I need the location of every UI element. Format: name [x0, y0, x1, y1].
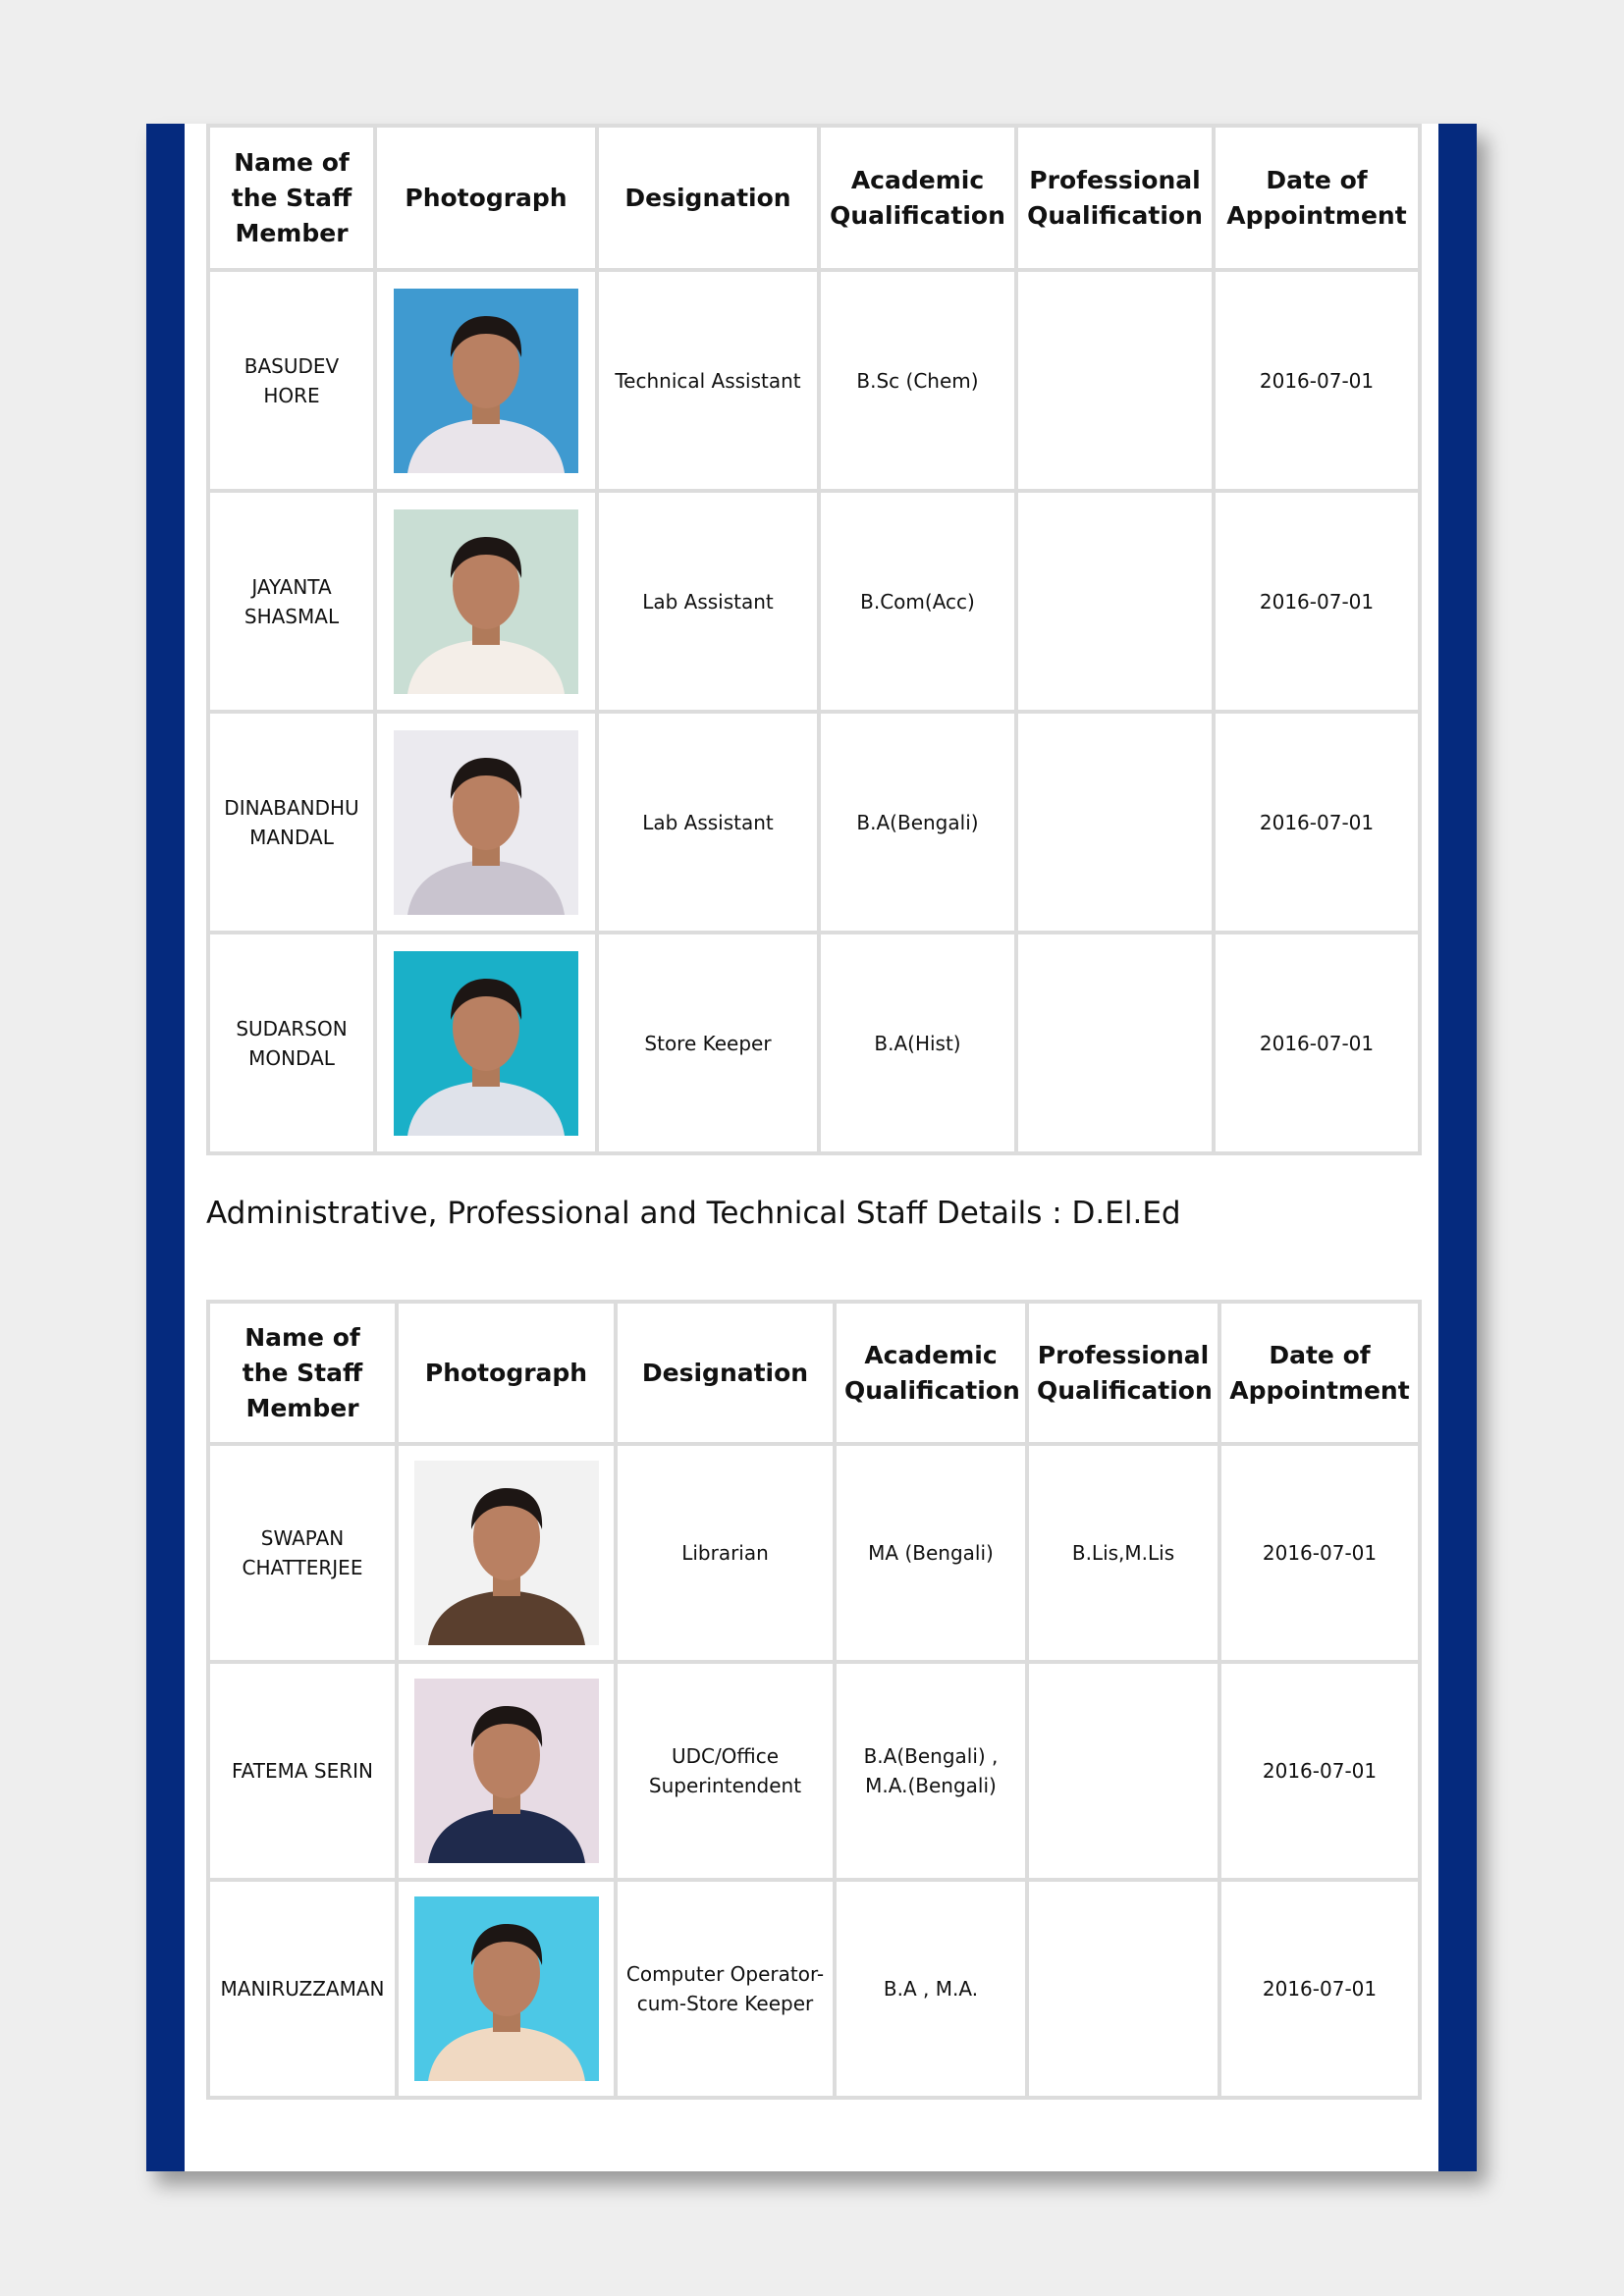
designation-cell: UDC/Office Superintendent [616, 1662, 835, 1880]
photograph-cell [397, 1444, 616, 1662]
date-of-appointment-cell: 2016-07-01 [1219, 1880, 1420, 2098]
staff-name-cell: SWAPAN CHATTERJEE [208, 1444, 397, 1662]
header-professional-qualification: Professional Qualification [1027, 1302, 1219, 1444]
table-row [208, 933, 1420, 1153]
header-photograph: Photograph [397, 1302, 616, 1444]
header-academic-qualification: Academic Qualification [835, 1302, 1027, 1444]
academic-qualification-cell: B.A(Hist) [819, 933, 1016, 1153]
section-heading: Administrative, Professional and Technical Staff Details : D.El.Ed [206, 1196, 1181, 1231]
designation-cell: Librarian [616, 1444, 835, 1662]
academic-qualification-cell: B.A , M.A. [835, 1880, 1027, 2098]
table-row [208, 1444, 1420, 1662]
staff-name-cell: BASUDEV HORE [208, 270, 375, 491]
table-row [208, 1662, 1420, 1880]
date-of-appointment-cell: 2016-07-01 [1219, 1662, 1420, 1880]
photograph-cell [375, 933, 597, 1153]
professional-qualification-cell [1027, 1662, 1219, 1880]
header-name: Name of the Staff Member [208, 126, 375, 270]
academic-qualification-cell: B.A(Bengali) [819, 712, 1016, 933]
header-academic-qualification: Academic Qualification [819, 126, 1016, 270]
academic-qualification-cell: B.Sc (Chem) [819, 270, 1016, 491]
staff-name-cell: SUDARSON MONDAL [208, 933, 375, 1153]
professional-qualification-cell [1016, 270, 1214, 491]
document-page [146, 124, 1477, 2171]
staff-photograph [414, 1896, 599, 2081]
professional-qualification-cell [1016, 712, 1214, 933]
staff-name-cell: JAYANTA SHASMAL [208, 491, 375, 712]
header-date-of-appointment: Date of Appointment [1214, 126, 1420, 270]
header-photograph: Photograph [375, 126, 597, 270]
staff-table-2 [206, 1300, 1422, 2100]
photograph-cell [375, 491, 597, 712]
staff-photograph [394, 289, 578, 473]
header-professional-qualification: Professional Qualification [1016, 126, 1214, 270]
professional-qualification-cell [1027, 1880, 1219, 2098]
date-of-appointment-cell: 2016-07-01 [1214, 712, 1420, 933]
staff-photograph [394, 730, 578, 915]
staff-photograph [414, 1461, 599, 1645]
photograph-cell [375, 712, 597, 933]
table-row [208, 1880, 1420, 2098]
designation-cell: Lab Assistant [597, 712, 819, 933]
left-border-band [146, 124, 185, 2171]
photograph-cell [375, 270, 597, 491]
staff-photograph [394, 509, 578, 694]
date-of-appointment-cell: 2016-07-01 [1219, 1444, 1420, 1662]
table-row [208, 270, 1420, 491]
designation-cell: Lab Assistant [597, 491, 819, 712]
staff-name-cell: DINABANDHU MANDAL [208, 712, 375, 933]
staff-photograph [414, 1679, 599, 1863]
header-name: Name of the Staff Member [208, 1302, 397, 1444]
professional-qualification-cell [1016, 933, 1214, 1153]
photograph-cell [397, 1880, 616, 2098]
table-row [208, 491, 1420, 712]
academic-qualification-cell: MA (Bengali) [835, 1444, 1027, 1662]
table-header-row [208, 126, 1420, 270]
staff-name-cell: FATEMA SERIN [208, 1662, 397, 1880]
professional-qualification-cell [1016, 491, 1214, 712]
staff-table-1 [206, 124, 1422, 1155]
professional-qualification-cell: B.Lis,M.Lis [1027, 1444, 1219, 1662]
designation-cell: Technical Assistant [597, 270, 819, 491]
academic-qualification-cell: B.Com(Acc) [819, 491, 1016, 712]
designation-cell: Computer Operator-cum-Store Keeper [616, 1880, 835, 2098]
academic-qualification-cell: B.A(Bengali) , M.A.(Bengali) [835, 1662, 1027, 1880]
header-date-of-appointment: Date of Appointment [1219, 1302, 1420, 1444]
photograph-cell [397, 1662, 616, 1880]
date-of-appointment-cell: 2016-07-01 [1214, 491, 1420, 712]
table-row [208, 712, 1420, 933]
date-of-appointment-cell: 2016-07-01 [1214, 270, 1420, 491]
right-border-band [1438, 124, 1477, 2171]
table-header-row [208, 1302, 1420, 1444]
staff-name-cell: MANIRUZZAMAN [208, 1880, 397, 2098]
staff-photograph [394, 951, 578, 1136]
date-of-appointment-cell: 2016-07-01 [1214, 933, 1420, 1153]
header-designation: Designation [616, 1302, 835, 1444]
header-designation: Designation [597, 126, 819, 270]
designation-cell: Store Keeper [597, 933, 819, 1153]
